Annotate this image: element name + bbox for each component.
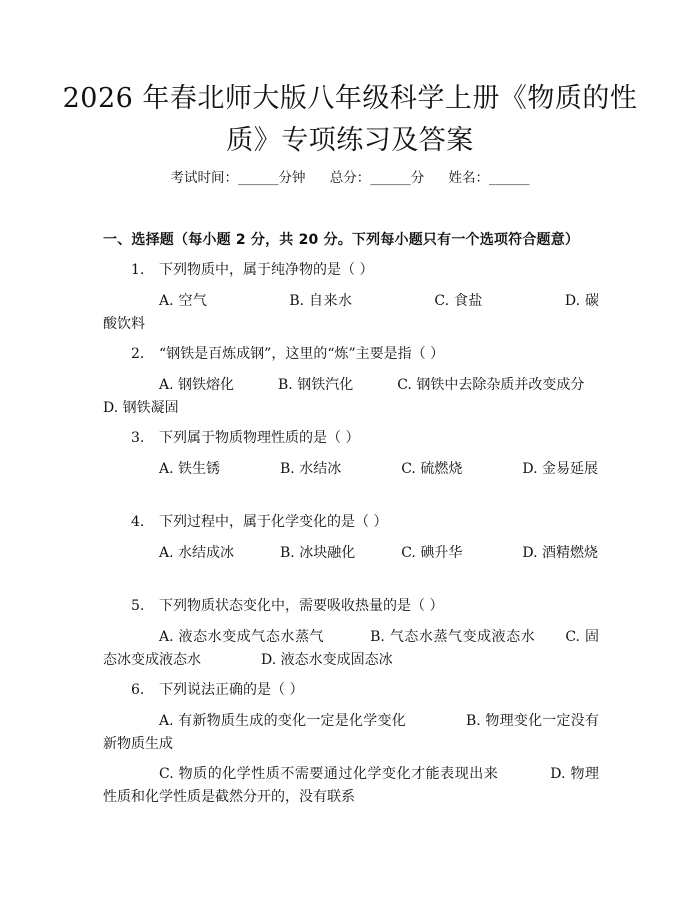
option-b: B. 自来水 (289, 293, 353, 309)
option-a: A. 钢铁熔化 (159, 377, 235, 393)
option-b: B. 气态水蒸气变成液态水 (370, 629, 536, 645)
option-d: D. 碳酸饮料 (103, 293, 599, 332)
question-number: 6. (131, 682, 145, 698)
question-number: 4. (131, 514, 145, 530)
question-2-options (103, 374, 599, 420)
student-name-field: 姓名：______ (448, 170, 530, 186)
question-text: “钢铁是百炼成钢”，这里的“炼”主要是指（ ） (159, 346, 445, 362)
question-text: 下列物质中，属于纯净物的是（ ） (159, 262, 374, 278)
question-2 (131, 344, 444, 364)
option-d: D. 金易延展 (522, 461, 598, 477)
question-5-options (103, 626, 599, 672)
option-c: C. 物质的化学性质不需要通过化学变化才能表现出来 (159, 766, 499, 782)
question-5 (131, 596, 443, 616)
option-c: C. 食盐 (434, 293, 483, 309)
option-a: A. 有新物质生成的变化一定是化学变化 (159, 713, 406, 729)
option-c: C. 固态冰变成液态水 (103, 629, 599, 668)
question-number: 2. (131, 346, 145, 362)
question-1-options (103, 290, 599, 336)
question-number: 5. (131, 598, 145, 614)
question-4 (131, 512, 387, 532)
option-b: B. 钢铁汽化 (278, 377, 354, 393)
option-d: D. 酒精燃烧 (522, 545, 598, 561)
question-6-options-cd (103, 763, 599, 809)
question-4-options (103, 542, 599, 565)
option-a: A. 水结成冰 (159, 545, 235, 561)
option-b: B. 水结冰 (280, 461, 342, 477)
exam-info-line (0, 168, 700, 188)
option-b: B. 冰块融化 (280, 545, 356, 561)
option-d: D. 钢铁凝固 (103, 400, 179, 416)
question-number: 1. (131, 262, 145, 278)
section-heading: 一、选择题（每小题 2 分，共 20 分。下列每小题只有一个选项符合题意） (103, 232, 580, 248)
exam-time-field: 考试时间：______分钟 (170, 170, 306, 186)
document-title: 2026 年春北师大版八年级科学上册《物质的性质》专项练习及答案 (62, 83, 638, 156)
question-number: 3. (131, 430, 145, 446)
question-6-options-ab (103, 710, 599, 756)
option-c: C. 硫燃烧 (401, 461, 463, 477)
option-a: A. 液态水变成气态水蒸气 (159, 629, 325, 645)
option-a: A. 铁生锈 (159, 461, 221, 477)
question-3-options (103, 458, 599, 481)
question-3 (131, 428, 359, 448)
option-d: D. 液态水变成固态冰 (261, 652, 393, 668)
question-text: 下列物质状态变化中，需要吸收热量的是（ ） (159, 598, 444, 614)
option-c: C. 碘升华 (401, 545, 463, 561)
option-d: D. 物理性质和化学性质是截然分开的，没有联系 (103, 766, 599, 805)
option-c: C. 钢铁中去除杂质并改变成分 (397, 377, 585, 393)
question-6 (131, 680, 303, 700)
question-text: 下列说法正确的是（ ） (159, 682, 304, 698)
option-a: A. 空气 (159, 293, 208, 309)
question-1 (131, 260, 373, 280)
question-text: 下列过程中，属于化学变化的是（ ） (159, 514, 388, 530)
question-text: 下列属于物质物理性质的是（ ） (159, 430, 360, 446)
option-b: B. 物理变化一定没有新物质生成 (103, 713, 599, 752)
total-score-field: 总分：______分 (329, 170, 425, 186)
